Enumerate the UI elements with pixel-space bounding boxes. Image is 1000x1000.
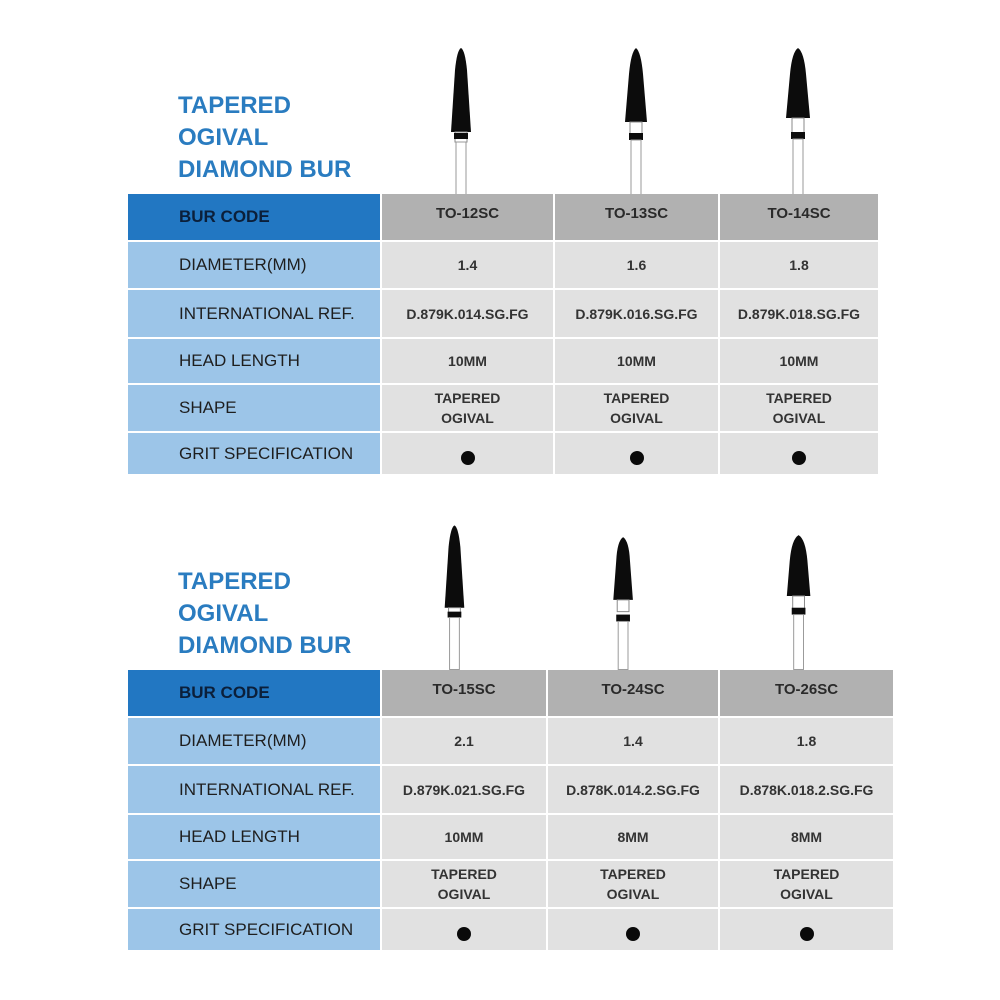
row-label: DIAMETER(MM) [128, 242, 380, 288]
cell-shape [546, 861, 718, 907]
shape-line: OGIVAL [610, 410, 663, 426]
cell-shape [718, 861, 893, 907]
cell-bur-code: TO-13SC [553, 194, 718, 240]
table-row-grit [128, 433, 878, 476]
cell-bur-code: TO-26SC [718, 670, 893, 716]
cell-head-length: 8MM [546, 815, 718, 859]
row-label: BUR CODE [128, 194, 380, 240]
row-label: GRIT SPECIFICATION [128, 433, 380, 474]
grit-dot-icon [626, 927, 640, 941]
shape-line: TAPERED [766, 390, 832, 406]
cell-diameter: 1.4 [380, 242, 553, 288]
cell-intl-ref: D.878K.018.2.SG.FG [718, 766, 893, 813]
shape-line: OGIVAL [772, 410, 826, 426]
cell-bur-code: TO-12SC [380, 194, 553, 240]
cell-diameter: 1.8 [718, 242, 878, 288]
cell-shape [553, 385, 718, 431]
section-title [178, 90, 351, 186]
cell-diameter: 1.8 [718, 718, 893, 764]
cell-grit [718, 909, 893, 950]
row-label: HEAD LENGTH [128, 815, 380, 859]
spec-table [128, 670, 893, 952]
cell-diameter: 1.4 [546, 718, 718, 764]
cell-shape [380, 385, 553, 431]
bur-icon [445, 525, 465, 669]
shape-line: TAPERED [773, 866, 840, 882]
row-label: SHAPE [128, 385, 380, 431]
cell-intl-ref: D.878K.014.2.SG.FG [546, 766, 718, 813]
cell-intl-ref: D.879K.021.SG.FG [380, 766, 546, 813]
cell-intl-ref: D.879K.018.SG.FG [718, 290, 878, 337]
cell-shape [718, 385, 878, 431]
cell-intl-ref: D.879K.014.SG.FG [380, 290, 553, 337]
bur-icon [613, 537, 633, 669]
table-row-bur-code [128, 670, 893, 718]
cell-grit [380, 433, 553, 474]
row-label: GRIT SPECIFICATION [128, 909, 380, 950]
bur-icon [786, 48, 810, 195]
title-line: TAPERED [178, 568, 291, 595]
cell-shape [380, 861, 546, 907]
cell-head-length: 10MM [718, 339, 878, 383]
cell-bur-code: TO-24SC [546, 670, 718, 716]
title-line: TAPERED [178, 92, 291, 119]
table-row-grit [128, 909, 893, 952]
cell-grit [718, 433, 878, 474]
bur-icon [451, 48, 471, 195]
cell-head-length: 8MM [718, 815, 893, 859]
shape-line: OGIVAL [441, 410, 494, 426]
shape-line: OGIVAL [437, 886, 491, 902]
cell-bur-code: TO-14SC [718, 194, 878, 240]
cell-diameter: 1.6 [553, 242, 718, 288]
title-line: DIAMOND BUR [178, 632, 352, 659]
shape-line: TAPERED [431, 866, 497, 882]
cell-head-length: 10MM [553, 339, 718, 383]
table-row-intl-ref [128, 290, 878, 339]
title-line: OGIVAL [178, 124, 269, 151]
table-row-diameter [128, 718, 893, 766]
cell-head-length: 10MM [380, 815, 546, 859]
spec-table [128, 194, 878, 476]
table-row-intl-ref [128, 766, 893, 815]
title-line: OGIVAL [178, 600, 269, 627]
row-label: INTERNATIONAL REF. [128, 766, 380, 813]
table-row-shape [128, 385, 878, 433]
table-row-head-length [128, 815, 893, 861]
cell-bur-code: TO-15SC [380, 670, 546, 716]
shape-line: TAPERED [600, 866, 666, 882]
shape-line: TAPERED [434, 390, 501, 406]
table-row-bur-code [128, 194, 878, 242]
bur-icon [787, 535, 811, 669]
shape-line: OGIVAL [780, 886, 833, 902]
cell-grit [553, 433, 718, 474]
row-label: SHAPE [128, 861, 380, 907]
cell-intl-ref: D.879K.016.SG.FG [553, 290, 718, 337]
row-label: DIAMETER(MM) [128, 718, 380, 764]
cell-grit [380, 909, 546, 950]
cell-diameter: 2.1 [380, 718, 546, 764]
shape-line: TAPERED [603, 390, 670, 406]
grit-dot-icon [461, 451, 475, 465]
grit-dot-icon [457, 927, 471, 941]
shape-line: OGIVAL [606, 886, 660, 902]
grit-dot-icon [792, 451, 806, 465]
title-line: DIAMOND BUR [178, 156, 352, 183]
row-label: BUR CODE [128, 670, 380, 716]
bur-icon [625, 48, 647, 195]
table-row-head-length [128, 339, 878, 385]
row-label: HEAD LENGTH [128, 339, 380, 383]
table-row-shape [128, 861, 893, 909]
cell-grit [546, 909, 718, 950]
cell-head-length: 10MM [380, 339, 553, 383]
section-title [178, 566, 351, 662]
grit-dot-icon [800, 927, 814, 941]
grit-dot-icon [630, 451, 644, 465]
row-label: INTERNATIONAL REF. [128, 290, 380, 337]
table-row-diameter [128, 242, 878, 290]
